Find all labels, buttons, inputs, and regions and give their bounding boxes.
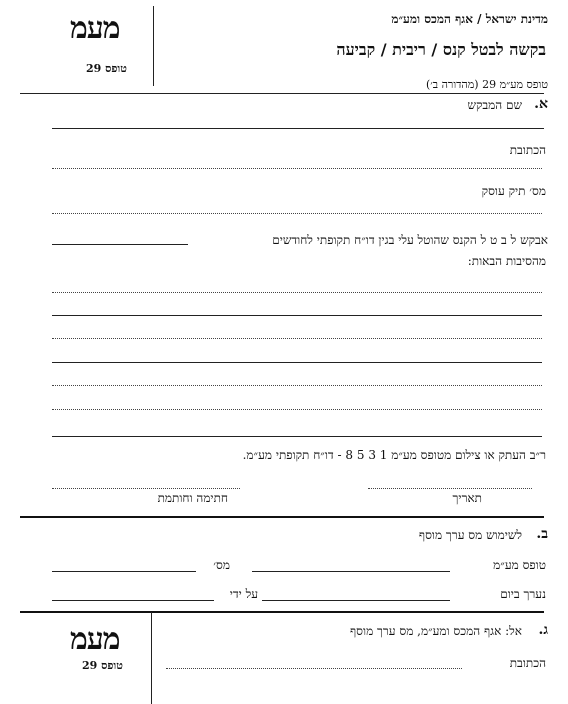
section-c-letter: ג. (538, 622, 548, 638)
section-b-bottom-rule (20, 611, 544, 613)
reason-line-4[interactable] (52, 362, 542, 363)
by-label: על ידי (229, 587, 258, 601)
prepared-on-line[interactable] (262, 600, 450, 601)
cancel-request-text: אבקש ל ב ט ל הקנס שהוטל עלי בגין דו״ח תקופתי לחודשים (272, 233, 548, 247)
applicant-name-label: שם המבקש (467, 98, 522, 112)
reason-line-7[interactable] (52, 436, 542, 437)
date-line[interactable] (368, 488, 532, 489)
section-a-letter: א. (534, 96, 548, 112)
vat-form-label: טופס מע״מ (493, 558, 546, 572)
address-line[interactable] (52, 168, 542, 169)
reason-line-5[interactable] (52, 385, 542, 386)
logo-form-label: טופס 29 (86, 62, 127, 75)
reason-line-3[interactable] (52, 338, 542, 339)
attachment-note: ר״ב העתק או צילום מטופס מע״מ 1 3 5 8 - דו״ח תקופתי מע״מ. (242, 448, 546, 462)
by-line[interactable] (52, 600, 214, 601)
prepared-on-label: נערך ביום (500, 587, 546, 601)
dealer-file-label: מס׳ תיק עוסק (481, 184, 546, 198)
dealer-file-line[interactable] (52, 213, 542, 214)
signature-line[interactable] (52, 488, 240, 489)
form-number: טופס מע״מ 29 (מהדורה ב׳) (425, 78, 548, 91)
section-b-heading: לשימוש מס ערך מוסף (418, 528, 522, 542)
reason-line-6[interactable] (52, 409, 542, 410)
section-c-address-label: הכתובת (509, 656, 546, 670)
vat-form-line[interactable] (252, 571, 450, 572)
to-line: אל: אגף המכס ומע״מ, מס ערך מוסף (349, 624, 522, 638)
logo-form-label-bottom: טופס 29 (82, 659, 123, 672)
vat-logo-bottom: מעמ (70, 622, 120, 657)
section-b-letter: ב. (536, 526, 548, 542)
applicant-name-line[interactable] (52, 128, 544, 129)
section-c-address-line[interactable] (166, 668, 462, 669)
form-title: בקשה לבטל קנס / ריבית / קביעה (336, 40, 546, 59)
section-a-bottom-rule (20, 516, 544, 518)
address-label: הכתובת (509, 143, 546, 157)
months-line[interactable] (52, 244, 188, 245)
reason-line-1[interactable] (52, 292, 542, 293)
number-label: מס׳ (213, 558, 230, 572)
section-c-divider (151, 612, 152, 704)
ministry-line: מדינת ישראל / אגף המכס ומע״מ (391, 12, 548, 26)
reason-line-2[interactable] (52, 315, 542, 316)
reasons-label: מהסיבות הבאות: (467, 254, 546, 268)
vat-logo: מעמ (70, 11, 120, 46)
signature-label: חתימה וחותמת (157, 491, 228, 505)
logo-divider (153, 6, 154, 86)
number-line[interactable] (52, 571, 196, 572)
header-bottom-rule (20, 93, 544, 94)
date-label: תאריך (452, 491, 482, 505)
